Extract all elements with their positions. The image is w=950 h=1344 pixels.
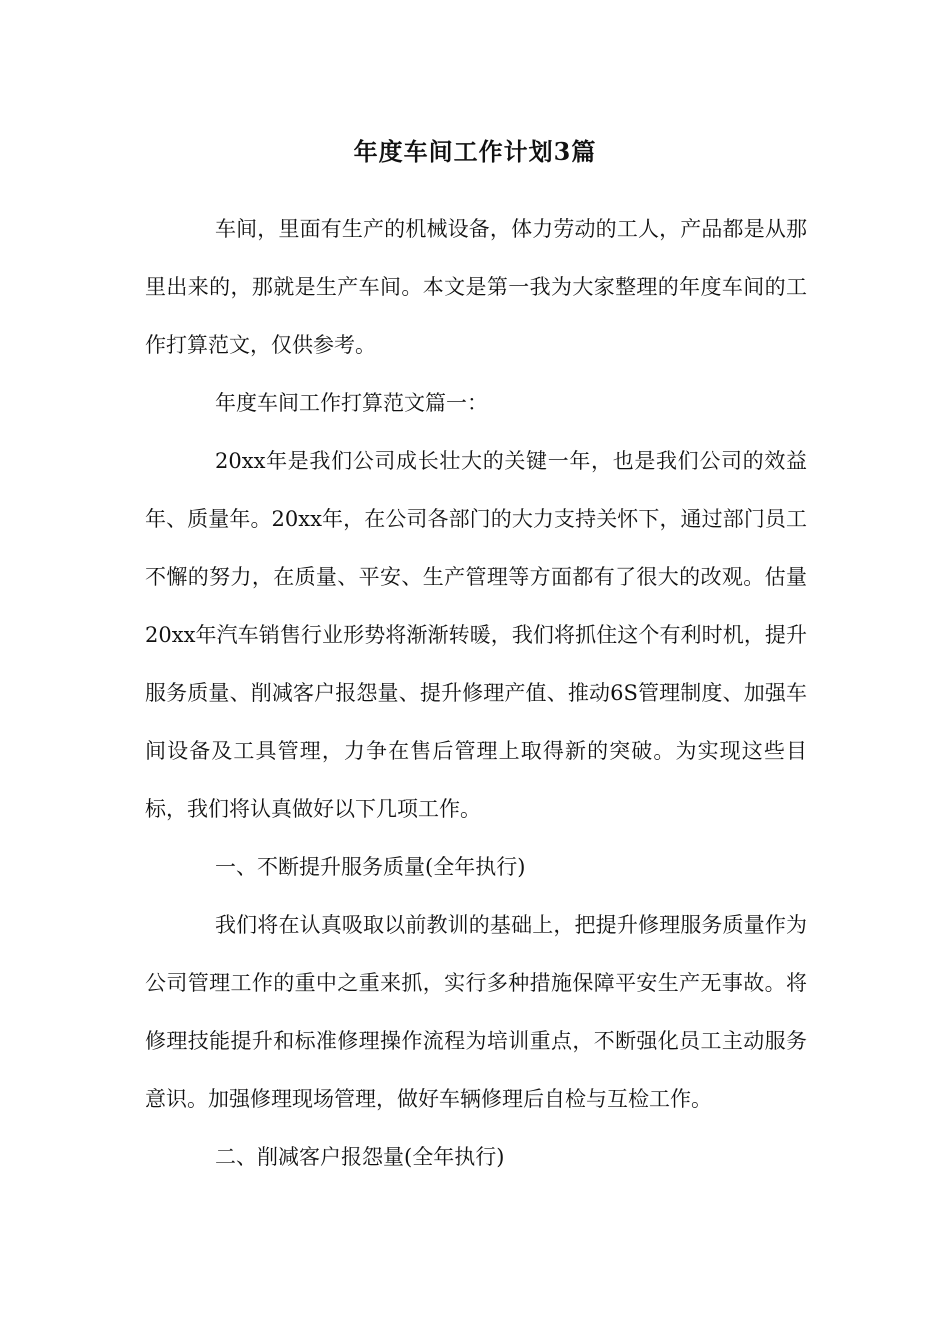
section-heading-two: 二、削减客户报怨量(全年执行): [215, 1145, 505, 1169]
section-heading-article-one: 年度车间工作打算范文篇一：: [215, 391, 488, 415]
intro-paragraph: 车间，里面有生产的机械设备，体力劳动的工人，产品都是从那里出来的，那就是生产车间。本文是第一我为大家整理的年度车间的工作打算范文，仅供参考。: [145, 217, 807, 357]
section-heading-one: 一、不断提升服务质量(全年执行): [215, 855, 526, 879]
body-paragraph: 我们将在认真吸取以前教训的基础上，把提升修理服务质量作为公司管理工作的重中之重来抓，实行多种措施保障平安生产无事故。将修理技能提升和标准修理操作流程为培训重点，不断强化员工主动服务意识。加强修理现场管理，做好车辆修理后自检与互检工作。: [145, 913, 807, 1111]
document-title: 年度车间工作计划3篇: [353, 137, 597, 166]
document-body: [145, 200, 807, 1186]
body-paragraph: 20xx年是我们公司成长壮大的关键一年，也是我们公司的效益年、质量年。20xx年，在公司各部门的大力支持关怀下，通过部门员工不懈的努力，在质量、平安、生产管理等方面都有了很大的改观。估量20xx年汽车销售行业形势将渐渐转暖，我们将抓住这个有利时机，提升服务质量、削减客户报怨量、提升修理产值、推动6S管理制度、加强车间设备及工具管理，力争在售后管理上取得新的突破。为实现这些目标，我们将认真做好以下几项工作。: [145, 449, 807, 821]
